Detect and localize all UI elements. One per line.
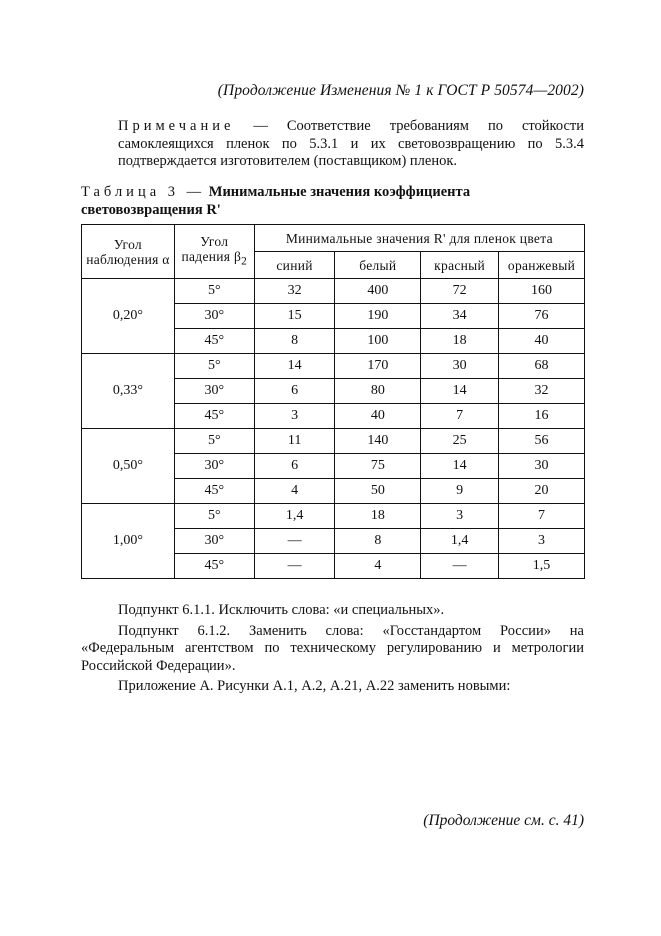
value-cell: 8 [335,529,421,554]
value-cell: 140 [335,429,421,454]
value-cell: 6 [254,454,335,479]
incidence-angle-cell: 45° [174,554,254,579]
value-cell: 68 [499,354,585,379]
header-color: синий [254,252,335,279]
value-cell: 25 [421,429,499,454]
value-cell: 75 [335,454,421,479]
value-cell: 15 [254,304,335,329]
table-caption [81,184,584,219]
value-cell: 30 [499,454,585,479]
value-cell: 32 [499,379,585,404]
value-cell: 3 [421,504,499,529]
observation-angle-cell: 1,00° [82,504,175,579]
value-cell: 32 [254,279,335,304]
body-paragraph: Приложение А. Рисунки А.1, А.2, А.21, А.22 заменить новыми: [118,678,511,694]
incidence-angle-cell: 30° [174,454,254,479]
value-cell: 3 [499,529,585,554]
value-cell: 20 [499,479,585,504]
value-cell: — [254,554,335,579]
value-cell: 1,5 [499,554,585,579]
incidence-angle-cell: 45° [174,479,254,504]
observation-angle-cell: 0,33° [82,354,175,429]
header-incidence-label: Угол падения β [181,233,242,264]
table-row [82,354,585,379]
header-incidence-subscript: 2 [241,255,248,268]
value-cell: 170 [335,354,421,379]
value-cell: 190 [335,304,421,329]
value-cell: 16 [499,404,585,429]
value-cell: 100 [335,329,421,354]
value-cell: 6 [254,379,335,404]
table-row [82,279,585,304]
header-incidence-angle [174,225,254,279]
value-cell: 72 [421,279,499,304]
value-cell: 80 [335,379,421,404]
note-paragraph [118,118,584,171]
incidence-angle-cell: 5° [174,354,254,379]
value-cell: 56 [499,429,585,454]
value-cell: 4 [254,479,335,504]
value-cell: — [254,529,335,554]
table-caption-title: Минимальные значения коэффициента световозвращения R' [81,184,471,218]
header-observation-angle: Угол наблюдения α [82,225,175,279]
header-group-values: Минимальные значения R' для пленок цвета [254,225,584,252]
header-color: красный [421,252,499,279]
header-color: оранжевый [499,252,585,279]
value-cell: 1,4 [254,504,335,529]
value-cell: 9 [421,479,499,504]
value-cell: 30 [421,354,499,379]
incidence-angle-cell: 5° [174,504,254,529]
value-cell: 76 [499,304,585,329]
body-paragraph: Подпункт 6.1.1. Исключить слова: «и специальных». [118,602,445,618]
value-cell: 8 [254,329,335,354]
value-cell: 400 [335,279,421,304]
table-row [82,504,585,529]
value-cell: 50 [335,479,421,504]
value-cell: 40 [499,329,585,354]
value-cell: 14 [254,354,335,379]
value-cell: 11 [254,429,335,454]
body-paragraph: Подпункт 6.1.2. Заменить слова: «Госстандартом России» на «Федеральным агентством по техническому регулированию и метрологии Российской Федерации». [81,622,584,674]
value-cell: 3 [254,404,335,429]
incidence-angle-cell: 5° [174,429,254,454]
observation-angle-cell: 0,50° [82,429,175,504]
note-text: — Соответствие требованиям по стойкости самоклеящихся пленок по 5.3.1 и их световозвращению по 5.3.4 подтверждается изготовителем (поставщиком) пленок. [118,118,584,169]
value-cell: 4 [335,554,421,579]
note-label: Примечание [118,118,235,134]
value-cell: 1,4 [421,529,499,554]
table-row [82,429,585,454]
continuation-footer: (Продолжение см. с. 41) [423,812,584,829]
incidence-angle-cell: 30° [174,379,254,404]
table-caption-label: Таблица 3 — [81,184,206,200]
incidence-angle-cell: 30° [174,529,254,554]
observation-angle-cell: 0,20° [82,279,175,354]
retroreflection-table [81,224,585,579]
incidence-angle-cell: 5° [174,279,254,304]
value-cell: 40 [335,404,421,429]
value-cell: 160 [499,279,585,304]
value-cell: — [421,554,499,579]
body-paragraphs [81,602,584,696]
continuation-header: (Продолжение Изменения № 1 к ГОСТ Р 50574—2002) [217,82,584,99]
header-color: белый [335,252,421,279]
value-cell: 14 [421,454,499,479]
incidence-angle-cell: 30° [174,304,254,329]
value-cell: 34 [421,304,499,329]
incidence-angle-cell: 45° [174,404,254,429]
value-cell: 18 [421,329,499,354]
value-cell: 7 [421,404,499,429]
incidence-angle-cell: 45° [174,329,254,354]
value-cell: 14 [421,379,499,404]
value-cell: 7 [499,504,585,529]
value-cell: 18 [335,504,421,529]
